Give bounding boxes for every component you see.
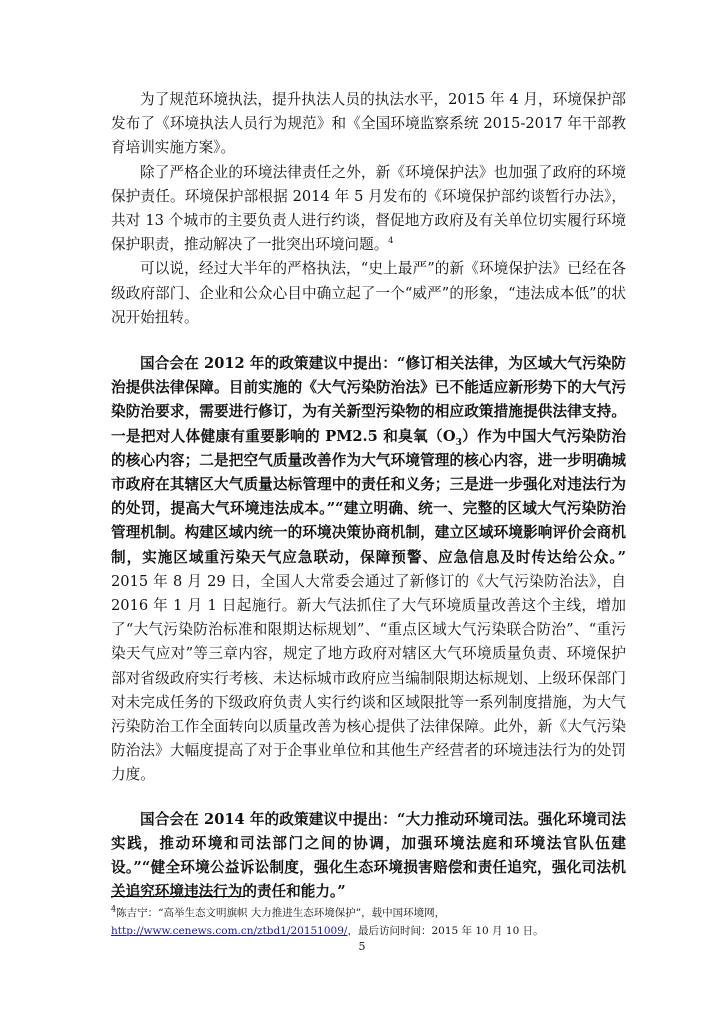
footnote-access-date: ，最后访问时间：2015 年 10 月 10 日。 bbox=[347, 925, 544, 937]
policy-recommendation-2012-part1: 国合会在 2012 年的政策建议中提出：“修订相关法律，为区域大气污染防治提供法律保障。目前实施的《大气污染防治法》已不能适应新形势下的大气污染防治要求，需要进行修订，为有关新型污染物的相应政策措施提供法律支持。一是把对人体健康有重要影响的 PM2.5 和臭氧（O bbox=[111, 355, 626, 445]
paragraph-government-responsibility bbox=[111, 161, 626, 258]
footnote-reference[interactable]: 4 bbox=[388, 236, 394, 246]
paragraph-spacer bbox=[111, 788, 626, 808]
footnote-link[interactable]: http://www.cenews.com.cn/ztbd1/20151009/ bbox=[111, 925, 348, 937]
footnote bbox=[111, 904, 626, 940]
footnote-line-2 bbox=[111, 922, 626, 940]
page-number: 5 bbox=[358, 940, 366, 953]
document-body bbox=[111, 88, 626, 905]
paragraph-spacer bbox=[111, 330, 626, 352]
policy-recommendation-2014: 国合会在 2014 年的政策建议中提出：“大力推动环境司法。强化环境司法实践，推动环境和司法部门之间的协调，加强环境法庭和环境法官队伍建设。”“健全环境公益诉讼制度，强化生态环境损害赔偿和责任追究，强化司法机关追究环境违法行为的责任和能力。” bbox=[111, 810, 626, 901]
paragraph-conclusion: 可以说，经过大半年的严格执法，“史上最严”的新《环境保护法》已经在各级政府部门、企业和公众心目中确立起了一个“威严”的形象，“违法成本低”的状况开始扭转。 bbox=[111, 260, 626, 326]
footnote-line-1 bbox=[111, 904, 626, 922]
paragraph-text: 除了严格企业的环境法律责任之外，新《环境保护法》也加强了政府的环境保护责任。环境保护部根据 2014 年 5 月发布的《环境保护部约谈暂行办法》，共对 13 个城市的主要负责人进行约谈，督促地方政府及有关单位切实履行环境保护职责，推动解决了一批突出环境问题。 bbox=[111, 163, 626, 254]
footnote-citation: 陈吉宁：“高举生态文明旗帜 大力推进生态环境保护”，载中国环境网， bbox=[116, 907, 446, 919]
footnote-separator bbox=[111, 896, 245, 897]
ozone-subscript: 3 bbox=[455, 437, 462, 448]
policy-recommendation-2012-part2: ）作为中国大气污染防治的核心内容；二是把空气质量改善作为大气环境管理的核心内容，进一步明确城市政府在其辖区大气质量达标管理中的责任和义务；三是进一步强化对违法行为的处罚，提高大气环境违法成本。”“建立明确、统一、完整的区域大气污染防治管理机制。构建区域内统一的环境决策协商机制，建立区域环境影响评价会商机制，实施区域重污染天气应急联动，保障预警、应急信息及时传达给公众。” bbox=[111, 427, 626, 566]
air-law-revision-text: 2015 年 8 月 29 日，全国人大常委会通过了新修订的《大气污染防治法》，自 2016 年 1 月 1 日起施行。新大气法抓住了大气环境质量改善这个主线，增加了“大气污染防治标准和限期达标规划”、“重点区域大气污染联合防治”、“重污染天气应对”等三章内容，规定了地方政府对辖区大气环境质量负责、环境保护部对省级政府实行考核、未达标城市政府应当编制限期达标规划、上级环保部门对未完成任务的下级政府负责人实行约谈和区域限批等一系列制度措施，为大气污染防治工作全面转向以质量改善为核心提供了法律保障。此外，新《大气污染防治法》大幅度提高了对于企事业单位和其他生产经营者的环境违法行为的处罚力度。 bbox=[111, 572, 626, 784]
paragraph-enforcement-standards: 为了规范环境执法，提升执法人员的执法水平，2015 年 4 月，环境保护部发布了《环境执法人员行为规范》和《全国环境监察系统 2015-2017 年干部教育培训实施方案》。 bbox=[111, 91, 626, 157]
paragraph-air-pollution-law bbox=[111, 352, 626, 788]
footnote-number: 4 bbox=[111, 904, 117, 914]
